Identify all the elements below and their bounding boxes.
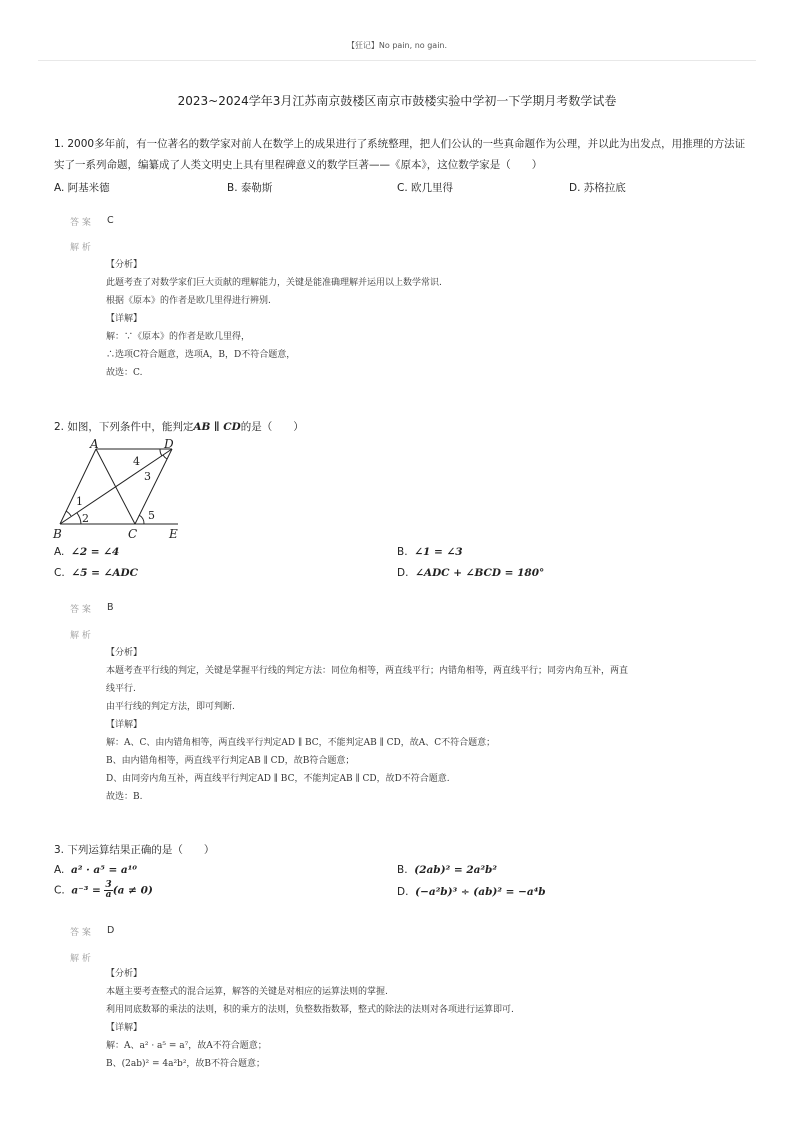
q3-explanation	[106, 965, 514, 1073]
q1-option-b[interactable]: B. 泰勒斯	[227, 182, 273, 194]
option-letter: C.	[54, 884, 65, 897]
q2-option-b[interactable]	[397, 546, 463, 558]
explain-line: 由平行线的判定方法，即可判断.	[106, 702, 235, 712]
option-math: ∠5 = ∠ADC	[71, 567, 138, 579]
option-letter: A.	[54, 546, 65, 558]
explain-line: 故选：C.	[106, 368, 143, 378]
option-math: (−a²b)³ ÷ (ab)² = −a⁴b	[415, 886, 546, 898]
explain-line: 此题考查了对数学家们巨大贡献的理解能力，关键是能准确理解并运用以上数学常识.	[106, 278, 442, 288]
explain-line: 【分析】	[106, 969, 143, 979]
q2-text-math: AB ∥ CD	[193, 421, 241, 433]
q3-option-c[interactable]	[54, 881, 153, 900]
explain-line: 解：A、C、由内错角相等，两直线平行判定AD ∥ BC，不能判定AB ∥ CD，故A、C不符合题意；	[106, 738, 496, 748]
q2-text-prefix: 2. 如图，下列条件中，能判定	[54, 421, 194, 433]
explain-line: 解：A、a² · a⁵ = a⁷，故A不符合题意；	[106, 1041, 267, 1051]
fraction	[104, 881, 112, 900]
explain-line: ∴选项C符合题意，选项A，B，D不符合题意，	[106, 350, 296, 360]
explain-line: 利用同底数幂的乘法的法则，积的乘方的法则，负整数指数幂，整式的除法的法则对各项进行运算即可.	[106, 1005, 514, 1015]
q2-text-suffix: 的是（ ）	[240, 421, 304, 433]
explain-line: 【详解】	[106, 1023, 143, 1033]
explain-line: B、由内错角相等，两直线平行判定AB ∥ CD，故B符合题意；	[106, 756, 355, 766]
q1-option-c[interactable]: C. 欧几里得	[397, 182, 454, 194]
point-label-c: C	[128, 527, 138, 541]
point-label-e: E	[169, 527, 178, 541]
fraction-denominator: a	[105, 890, 112, 900]
explain-line: 本题考查平行线的判定，关键是掌握平行线的判定方法：同位角相等，两直线平行；内错角相等，两直线平行；同旁内角互补，两直	[106, 666, 629, 676]
point-label-b: B	[53, 527, 62, 541]
q2-answer-label: 答 案	[70, 605, 91, 615]
explain-line: 故选：B.	[106, 792, 143, 802]
q2-text	[54, 417, 304, 438]
option-math: (2ab)² = 2a²b²	[414, 864, 497, 876]
explain-line: 本题主要考查整式的混合运算，解答的关键是对相应的运算法则的掌握.	[106, 987, 388, 997]
option-letter: B.	[397, 864, 408, 876]
q3-option-b[interactable]	[397, 864, 497, 876]
angle-label-5: 5	[148, 509, 155, 522]
explain-line: D、由同旁内角互补，两直线平行判定AD ∥ BC，不能判定AB ∥ CD，故D不符合题意.	[106, 774, 450, 784]
angle-label-2: 2	[82, 512, 89, 525]
option-math: ∠ADC + ∠BCD = 180°	[415, 567, 545, 579]
q2-option-d[interactable]	[397, 567, 544, 579]
explain-line: 【分析】	[106, 260, 143, 270]
option-math: ∠1 = ∠3	[414, 546, 463, 558]
explain-line: 线平行.	[106, 684, 136, 694]
point-label-a: A	[90, 437, 99, 451]
explain-line: 解：∵《原本》的作者是欧几里得，	[106, 332, 251, 342]
angle-arc-4	[160, 449, 162, 456]
angle-arc-3	[163, 455, 167, 459]
header-note: 【狂记】No pain, no gain.	[346, 41, 448, 50]
option-letter: D.	[397, 886, 409, 898]
q1-text-line2: 实了一系列命题，编纂成了人类文明史上具有里程碑意义的数学巨著——《原本》，这位数学家是（ ）	[54, 159, 543, 171]
option-math-condition: (a ≠ 0)	[112, 884, 153, 897]
q2-explanation	[106, 644, 628, 806]
segment-ac	[96, 449, 135, 524]
option-math: ∠2 = ∠4	[71, 546, 120, 558]
q3-option-d[interactable]	[397, 886, 546, 898]
angle-label-3: 3	[144, 470, 151, 483]
q1-explanation	[106, 256, 442, 382]
q2-option-a[interactable]	[54, 546, 119, 558]
explain-line: 【详解】	[106, 720, 143, 730]
angle-label-1: 1	[76, 495, 83, 508]
explain-line: 【分析】	[106, 648, 143, 658]
option-letter: D.	[397, 567, 409, 579]
header-divider	[38, 60, 756, 61]
parallelogram-figure	[50, 436, 185, 541]
page-title: 2023~2024学年3月江苏南京鼓楼区南京市鼓楼实验中学初一下学期月考数学试卷	[177, 94, 617, 108]
explain-line: 【详解】	[106, 314, 143, 324]
q2-answer: B	[107, 602, 114, 613]
segment-ab	[60, 449, 96, 524]
option-letter: C.	[54, 567, 65, 579]
option-math: a² · a⁵ = a¹⁰	[71, 864, 137, 876]
option-letter: A.	[54, 864, 65, 876]
q1-answer: C	[107, 215, 114, 226]
option-letter: B.	[397, 546, 408, 558]
q1-explain-label: 解 析	[70, 243, 91, 253]
q3-answer: D	[107, 925, 115, 936]
angle-arc-5	[139, 515, 144, 524]
angle-arc-2	[77, 513, 81, 524]
explain-line: B、(2ab)² = 4a²b²，故B不符合题意；	[106, 1059, 266, 1069]
angle-label-4: 4	[133, 455, 140, 468]
explain-line: 根据《原本》的作者是欧几里得进行辨别.	[106, 296, 271, 306]
q3-option-a[interactable]	[54, 864, 137, 876]
q2-option-c[interactable]	[54, 567, 138, 579]
q3-explain-label: 解 析	[70, 954, 91, 964]
point-label-d: D	[164, 437, 174, 451]
option-math: a⁻³ =	[71, 884, 105, 897]
q3-text: 3. 下列运算结果正确的是（ ）	[54, 844, 215, 856]
q1-text-line1: 1. 2000多年前，有一位著名的数学家对前人在数学上的成果进行了系统整理，把人们公认的一些真命题作为公理，并以此为出发点，用推理的方法证	[54, 138, 746, 150]
q1-option-d[interactable]: D. 苏格拉底	[569, 182, 626, 194]
angle-arc-1	[66, 511, 71, 516]
q1-option-a[interactable]: A. 阿基米德	[54, 182, 110, 194]
q2-explain-label: 解 析	[70, 631, 91, 641]
q3-answer-label: 答 案	[70, 928, 91, 938]
q1-answer-label: 答 案	[70, 218, 91, 228]
fraction-numerator: 3	[105, 880, 112, 890]
